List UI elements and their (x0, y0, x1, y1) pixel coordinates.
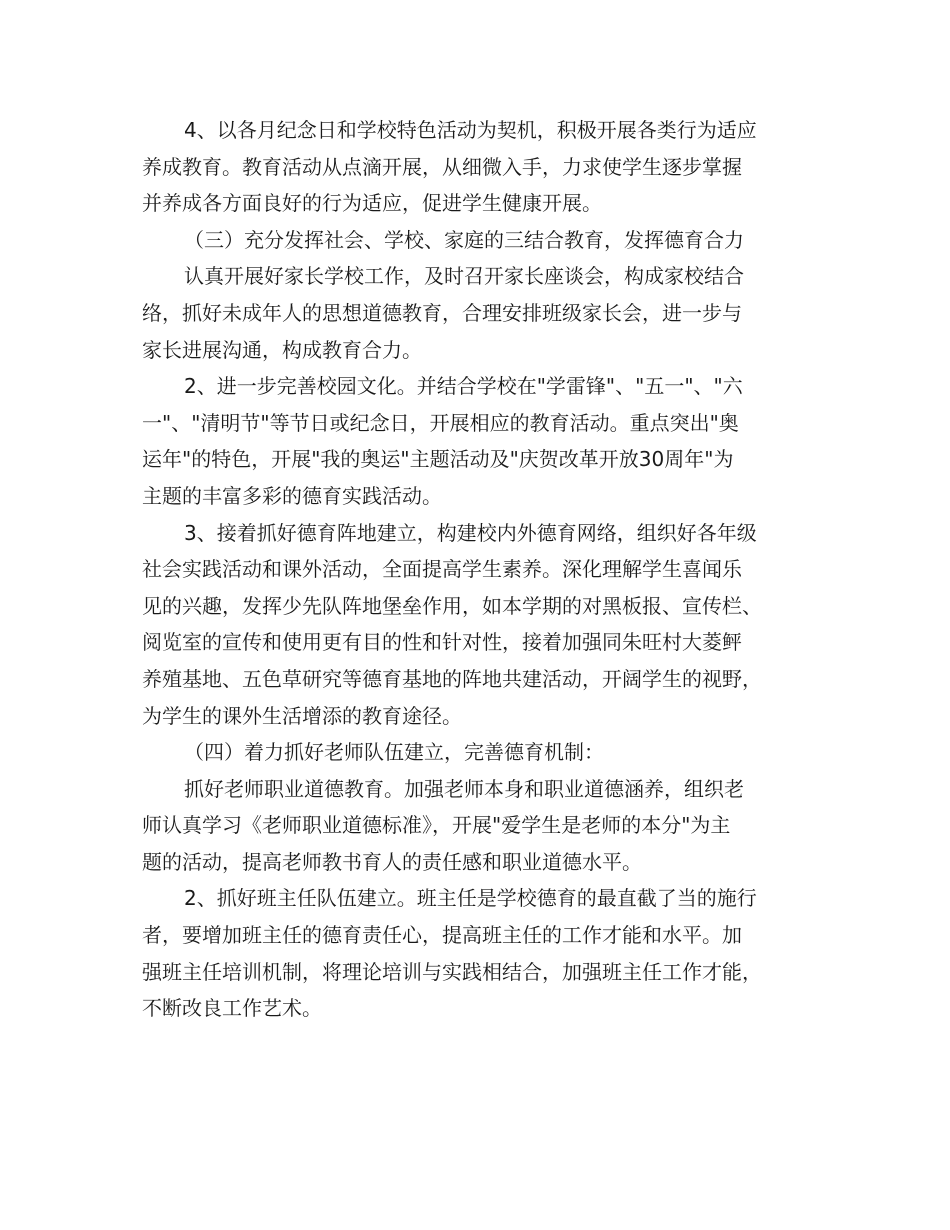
text-line: 运年"的特色，开展"我的奥运"主题活动及"庆贺改革开放30周年"为 (142, 447, 734, 472)
text-line: 师认真学习《老师职业道德标准》，开展"爱学生是老师的本分"为主 (142, 813, 731, 838)
text-line: 一"、"清明节"等节日或纪念日，开展相应的教育活动。重点突出"奥 (142, 410, 739, 435)
document-body (142, 112, 832, 1027)
text-line: 者，要增加班主任的德育责任心，提高班主任的工作才能和水平。加 (142, 923, 742, 948)
text-line: 题的活动，提高老师教书育人的责任感和职业道德水平。 (142, 849, 642, 874)
text-line: 2、进一步完善校园文化。并结合学校在"学雷锋"、"五一"、"六 (184, 374, 743, 399)
text-line: 不断改良工作艺术。 (142, 996, 322, 1021)
text-line: 养成教育。教育活动从点滴开展，从细微入手，力求使学生逐步掌握 (142, 154, 742, 179)
text-line: 络，抓好未成年人的思想道德教育，合理安排班级家长会，进一步与 (142, 300, 742, 325)
text-line: 阅览室的宣传和使用更有目的性和针对性，接着加强同朱旺村大菱鲆 (142, 630, 742, 655)
text-line: 认真开展好家长学校工作，及时召开家长座谈会，构成家校结合 (184, 264, 744, 289)
text-line: 4、以各月纪念日和学校特色活动为契机，积极开展各类行为适应 (184, 118, 757, 142)
text-line: 主题的丰富多彩的德育实践活动。 (142, 483, 442, 508)
section-heading: （三）充分发挥社会、学校、家庭的三结合教育，发挥德育合力 (184, 227, 744, 252)
text-line: 见的兴趣，发挥少先队阵地堡垒作用，如本学期的对黑板报、宣传栏、 (142, 593, 762, 618)
text-line: 社会实践活动和课外活动，全面提高学生素养。深化理解学生喜闻乐 (142, 557, 742, 582)
section-heading: （四）着力抓好老师队伍建立，完善德育机制： (184, 740, 604, 765)
text-line: 家长进展沟通，构成教育合力。 (142, 337, 422, 362)
text-line: 为学生的课外生活增添的教育途径。 (142, 703, 462, 728)
text-line: 强班主任培训机制，将理论培训与实践相结合，加强班主任工作才能， (142, 959, 762, 984)
text-line: 3、接着抓好德育阵地建立，构建校内外德育网络，组织好各年级 (184, 520, 757, 545)
text-line: 2、抓好班主任队伍建立。班主任是学校德育的最直截了当的施行 (184, 886, 757, 911)
text-line: 抓好老师职业道德教育。加强老师本身和职业道德涵养，组织老 (184, 776, 744, 801)
text-line: 养殖基地、五色草研究等德育基地的阵地共建活动，开阔学生的视野， (142, 666, 762, 691)
text-line: 并养成各方面良好的行为适应，促进学生健康开展。 (142, 191, 602, 216)
